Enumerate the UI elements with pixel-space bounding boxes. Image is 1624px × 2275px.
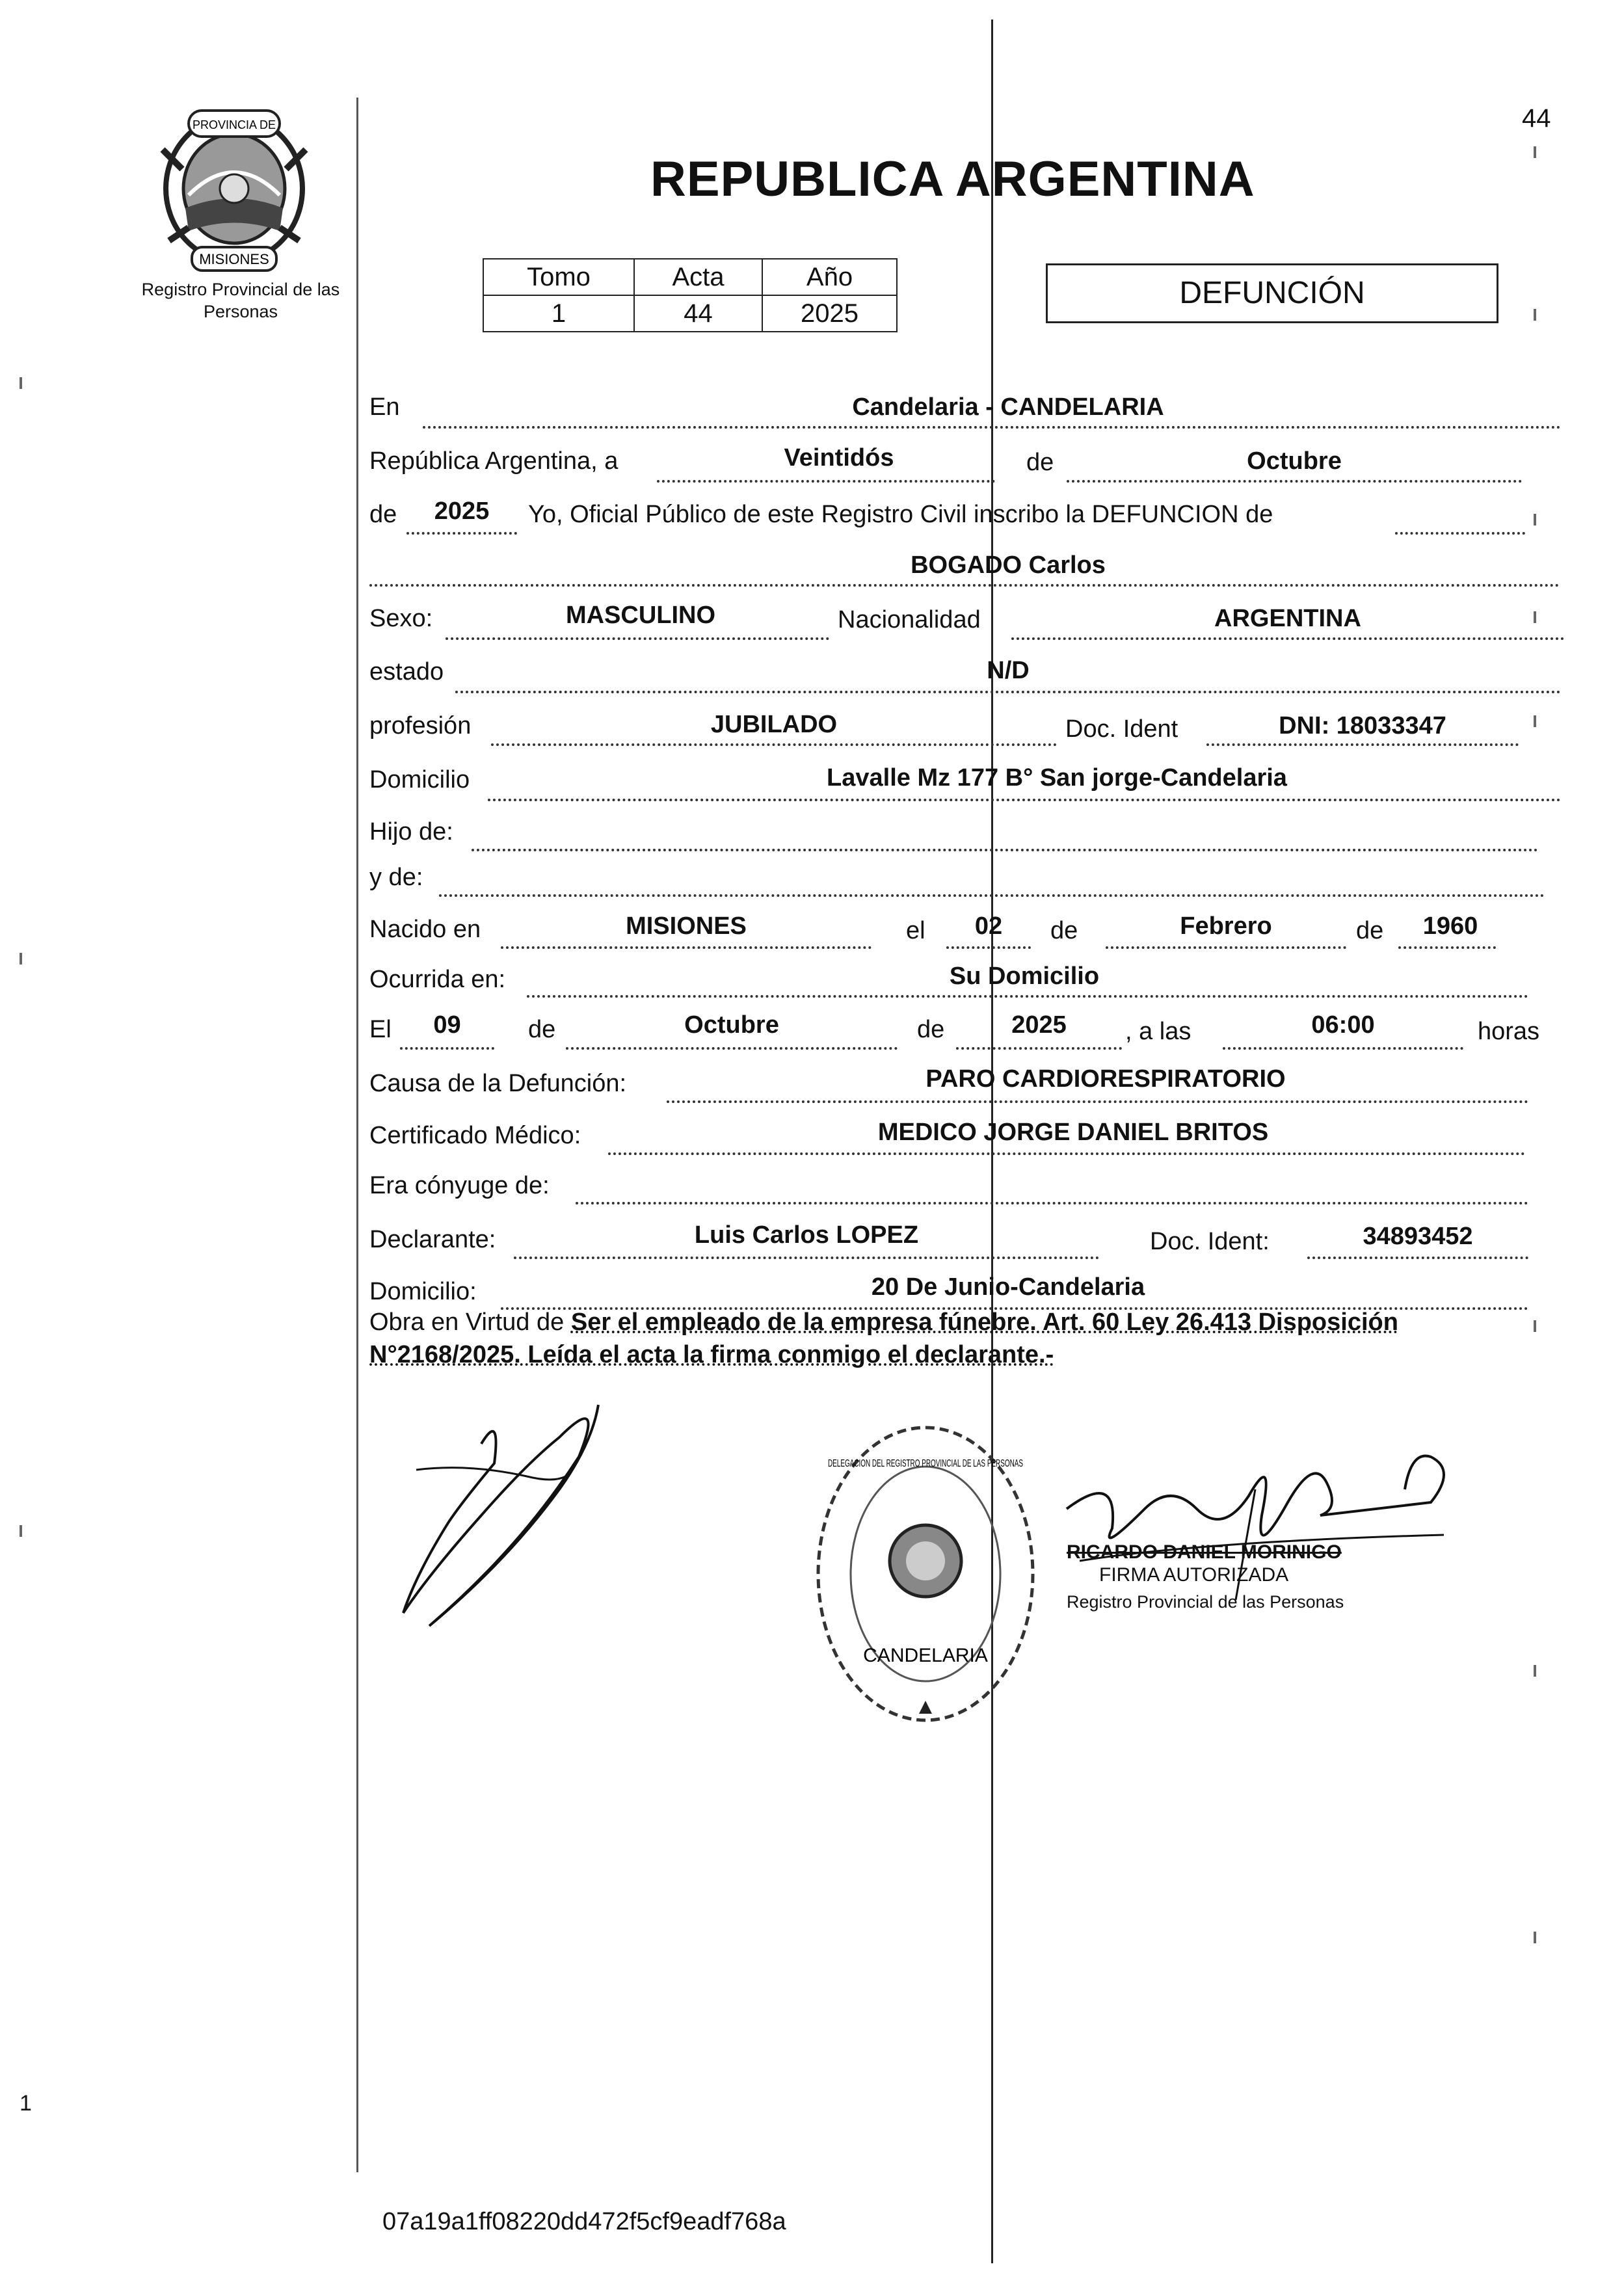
page-number: 44 xyxy=(1522,104,1551,133)
stamp-top-text: DELEGACION DEL REGISTRO PROVINCIAL DE LAS PERSONAS xyxy=(828,1458,1023,1469)
value-domicilio: Lavalle Mz 177 B° San jorge-Candelaria xyxy=(827,764,1287,792)
value-dia-nacimiento: 02 xyxy=(974,912,1003,940)
value-obra: Ser el empleado de la empresa fúnebre. Art. 60 Ley 26.413 Disposición N°2168/2025. Leída el acta la firma conmigo el declarante.- xyxy=(369,1309,1398,1368)
label-profesion: profesión xyxy=(369,712,472,739)
label-de: de xyxy=(528,1016,556,1043)
label-doc: Doc. Ident xyxy=(1065,715,1178,743)
dotted-line xyxy=(514,1257,1099,1259)
label-el: El xyxy=(369,1016,392,1043)
value-doc: DNI: 18033347 xyxy=(1279,712,1446,739)
dotted-line xyxy=(472,849,1538,851)
value-sexo: MASCULINO xyxy=(565,602,716,629)
record-table xyxy=(483,258,898,332)
table-header: Año xyxy=(762,259,897,295)
label-hijo-de: Hijo de: xyxy=(369,818,453,845)
value-anio-nacimiento: 1960 xyxy=(1422,912,1478,940)
label-causa: Causa de la Defunción: xyxy=(369,1070,627,1097)
label-y-de: y de: xyxy=(369,864,423,891)
scan-mark xyxy=(1534,146,1536,158)
dotted-line xyxy=(576,1202,1528,1204)
label-a-las: , a las xyxy=(1125,1018,1191,1045)
margin-note: 1 xyxy=(20,2091,32,2116)
dotted-line xyxy=(1206,743,1519,746)
label-certificado: Certificado Médico: xyxy=(369,1122,581,1149)
dotted-line xyxy=(423,426,1561,429)
dotted-line xyxy=(501,946,872,949)
label-declarante: Declarante: xyxy=(369,1226,496,1253)
label-conyuge: Era cónyuge de: xyxy=(369,1172,550,1199)
signatory-title: FIRMA AUTORIZADA xyxy=(1099,1564,1289,1586)
value-dia-defuncion: 09 xyxy=(433,1011,461,1039)
signatory-office: Registro Provincial de las Personas xyxy=(1067,1592,1344,1612)
table-cell: 44 xyxy=(634,295,762,332)
value-mes-defuncion: Octubre xyxy=(684,1011,779,1039)
dotted-line xyxy=(527,995,1528,998)
seal-top-text: PROVINCIA DE xyxy=(192,118,276,131)
value-certificado: MEDICO JORGE DANIEL BRITOS xyxy=(877,1119,1269,1146)
label-en: En xyxy=(369,393,400,421)
value-lugar: Candelaria - CANDELARIA xyxy=(852,393,1164,421)
obra-en-virtud xyxy=(369,1306,1553,1371)
scan-mark xyxy=(1534,1320,1536,1332)
label-fecha: República Argentina, a xyxy=(369,447,619,475)
signatory-name: RICARDO DANIEL MORINIGO xyxy=(1067,1541,1342,1563)
label-de: de xyxy=(1050,917,1078,944)
scan-mark xyxy=(20,953,22,965)
dotted-line xyxy=(491,743,1057,746)
value-mes: Octubre xyxy=(1247,447,1342,475)
dotted-line xyxy=(946,946,1031,949)
label-sexo: Sexo: xyxy=(369,605,433,632)
value-nacionalidad: ARGENTINA xyxy=(1214,605,1361,632)
margin-rule xyxy=(356,98,358,2172)
dotted-line xyxy=(657,480,995,483)
value-lugar-nacimiento: MISIONES xyxy=(626,912,747,940)
record-type-box: DEFUNCIÓN xyxy=(1046,263,1498,323)
label-domicilio-declarante: Domicilio: xyxy=(369,1278,477,1305)
dotted-line xyxy=(1395,532,1525,535)
dotted-line xyxy=(566,1047,898,1050)
label-estado: estado xyxy=(369,658,444,685)
table-header: Tomo xyxy=(483,259,634,295)
dotted-line xyxy=(406,532,517,535)
label-obra: Obra en Virtud de xyxy=(369,1309,565,1336)
value-anio: 2025 xyxy=(434,498,490,525)
dotted-line xyxy=(1398,946,1496,949)
scan-mark xyxy=(1534,611,1536,623)
scan-mark xyxy=(20,1525,22,1537)
dotted-line xyxy=(608,1152,1525,1155)
value-profesion: JUBILADO xyxy=(710,711,838,738)
dotted-line xyxy=(446,637,829,640)
table-header: Acta xyxy=(634,259,762,295)
label-domicilio: Domicilio xyxy=(369,766,470,793)
scan-mark xyxy=(1534,514,1536,526)
label-doc-declarante: Doc. Ident: xyxy=(1150,1228,1270,1255)
dotted-line xyxy=(667,1100,1528,1103)
page-title: REPUBLICA ARGENTINA xyxy=(650,152,1255,207)
document-hash: 07a19a1ff08220dd472f5cf9eadf768a xyxy=(382,2208,786,2235)
official-stamp xyxy=(812,1421,1039,1727)
label-horas: horas xyxy=(1478,1018,1540,1045)
scan-mark xyxy=(1534,1665,1536,1677)
label-el: el xyxy=(906,917,925,944)
label-ocurrida: Ocurrida en: xyxy=(369,966,506,993)
dotted-line xyxy=(1307,1257,1528,1259)
value-declarante: Luis Carlos LOPEZ xyxy=(694,1221,919,1249)
dotted-line xyxy=(369,584,1560,587)
dotted-line xyxy=(1223,1047,1463,1050)
scan-mark xyxy=(20,377,22,389)
dotted-line xyxy=(439,894,1545,897)
value-doc-declarante: 34893452 xyxy=(1363,1223,1473,1250)
dotted-line xyxy=(400,1047,494,1050)
value-estado: N/D xyxy=(987,657,1030,684)
dotted-line xyxy=(1067,480,1522,483)
label-de: de xyxy=(1026,449,1054,476)
value-mes-nacimiento: Febrero xyxy=(1180,912,1272,940)
table-cell: 2025 xyxy=(762,295,897,332)
label-de-year: de xyxy=(369,501,397,528)
scan-mark xyxy=(1534,1932,1536,1943)
dotted-line xyxy=(455,691,1561,693)
value-dia: Veintidós xyxy=(784,444,894,472)
misiones-seal-logo xyxy=(156,111,312,273)
value-causa: PARO CARDIORESPIRATORIO xyxy=(925,1065,1286,1093)
label-nacionalidad: Nacionalidad xyxy=(838,606,981,633)
inscription-text: Yo, Oficial Público de este Registro Civil inscribo la DEFUNCION de xyxy=(528,501,1273,528)
scan-mark xyxy=(1534,715,1536,727)
seal-bottom-text: MISIONES xyxy=(199,251,269,267)
value-anio-defuncion: 2025 xyxy=(1011,1011,1067,1039)
scan-mark xyxy=(1534,309,1536,321)
dotted-line xyxy=(956,1047,1122,1050)
value-ocurrida: Su Domicilio xyxy=(949,963,1100,990)
value-hora: 06:00 xyxy=(1311,1011,1375,1039)
dotted-line xyxy=(1106,946,1346,949)
dotted-line xyxy=(488,799,1561,801)
table-cell: 1 xyxy=(483,295,634,332)
value-nombre: BOGADO Carlos xyxy=(911,552,1106,579)
declarant-signature xyxy=(390,1366,663,1639)
stamp-bottom-text: CANDELARIA xyxy=(863,1645,988,1666)
label-nacido: Nacido en xyxy=(369,916,481,943)
label-de: de xyxy=(917,1016,945,1043)
registry-name: Registro Provincial de las Personas xyxy=(141,280,340,321)
label-de: de xyxy=(1356,917,1384,944)
dotted-line xyxy=(1011,637,1564,640)
value-domicilio-declarante: 20 De Junio-Candelaria xyxy=(871,1273,1145,1301)
